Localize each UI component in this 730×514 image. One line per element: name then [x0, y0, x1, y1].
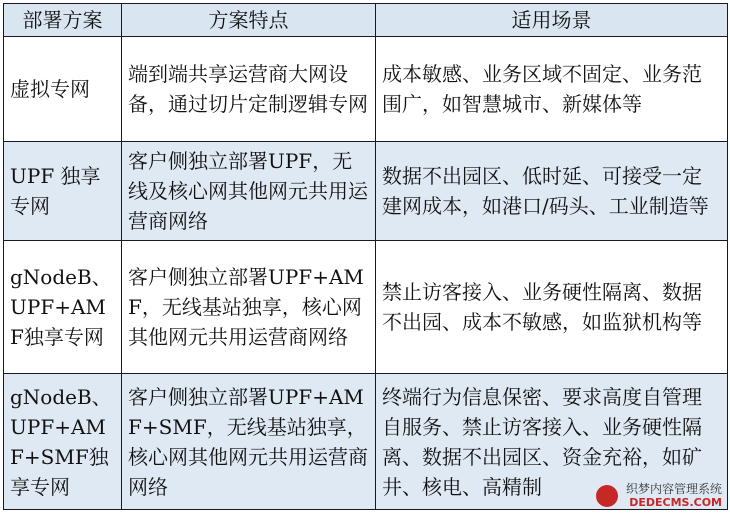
- scenarios-cell: 成本敏感、业务区域不固定、业务范围广，如智慧城市、新媒体等: [376, 37, 728, 142]
- scheme-cell: gNodeB、UPF+AMF+SMF独享专网: [4, 374, 122, 510]
- table-row: [4, 241, 728, 374]
- watermark-en: DEDECMS.COM: [629, 496, 722, 509]
- scheme-cell: 虚拟专网: [4, 37, 122, 142]
- header-scheme: 部署方案: [4, 4, 122, 37]
- watermark-cn: 织梦内容管理系统: [625, 482, 722, 496]
- dedecms-watermark: [596, 482, 722, 510]
- features-cell: 端到端共享运营商大网设备，通过切片定制逻辑专网: [122, 37, 376, 142]
- scenarios-cell: 数据不出园区、低时延、可接受一定建网成本，如港口/码头、工业制造等: [376, 142, 728, 241]
- header-scenarios: 适用场景: [376, 4, 728, 37]
- features-cell: 客户侧独立部署UPF+AMF+SMF，无线基站独享，核心网其他网元共用运营商网络: [122, 374, 376, 510]
- scenarios-cell: 禁止访客接入、业务硬性隔离、数据不出园、成本不敏感，如监狱机构等: [376, 241, 728, 374]
- header-features: 方案特点: [122, 4, 376, 37]
- scenarios-cell: 终端行为信息保密、要求高度自管理自服务、禁止访客接入、业务硬性隔离、数据不出园区、资金充裕，如矿井、核电、高精制: [376, 374, 728, 510]
- table-header-row: [4, 4, 728, 37]
- table-row: [4, 142, 728, 241]
- deployment-scheme-table: [3, 3, 728, 510]
- features-cell: 客户侧独立部署UPF，无线及核心网其他网元共用运营商网络: [122, 142, 376, 241]
- dedecms-logo-icon: [596, 485, 618, 507]
- table-row: [4, 37, 728, 142]
- scheme-cell: gNodeB、UPF+AMF独享专网: [4, 241, 122, 374]
- scheme-cell: UPF 独享专网: [4, 142, 122, 241]
- features-cell: 客户侧独立部署UPF+AMF，无线基站独享，核心网其他网元共用运营商网络: [122, 241, 376, 374]
